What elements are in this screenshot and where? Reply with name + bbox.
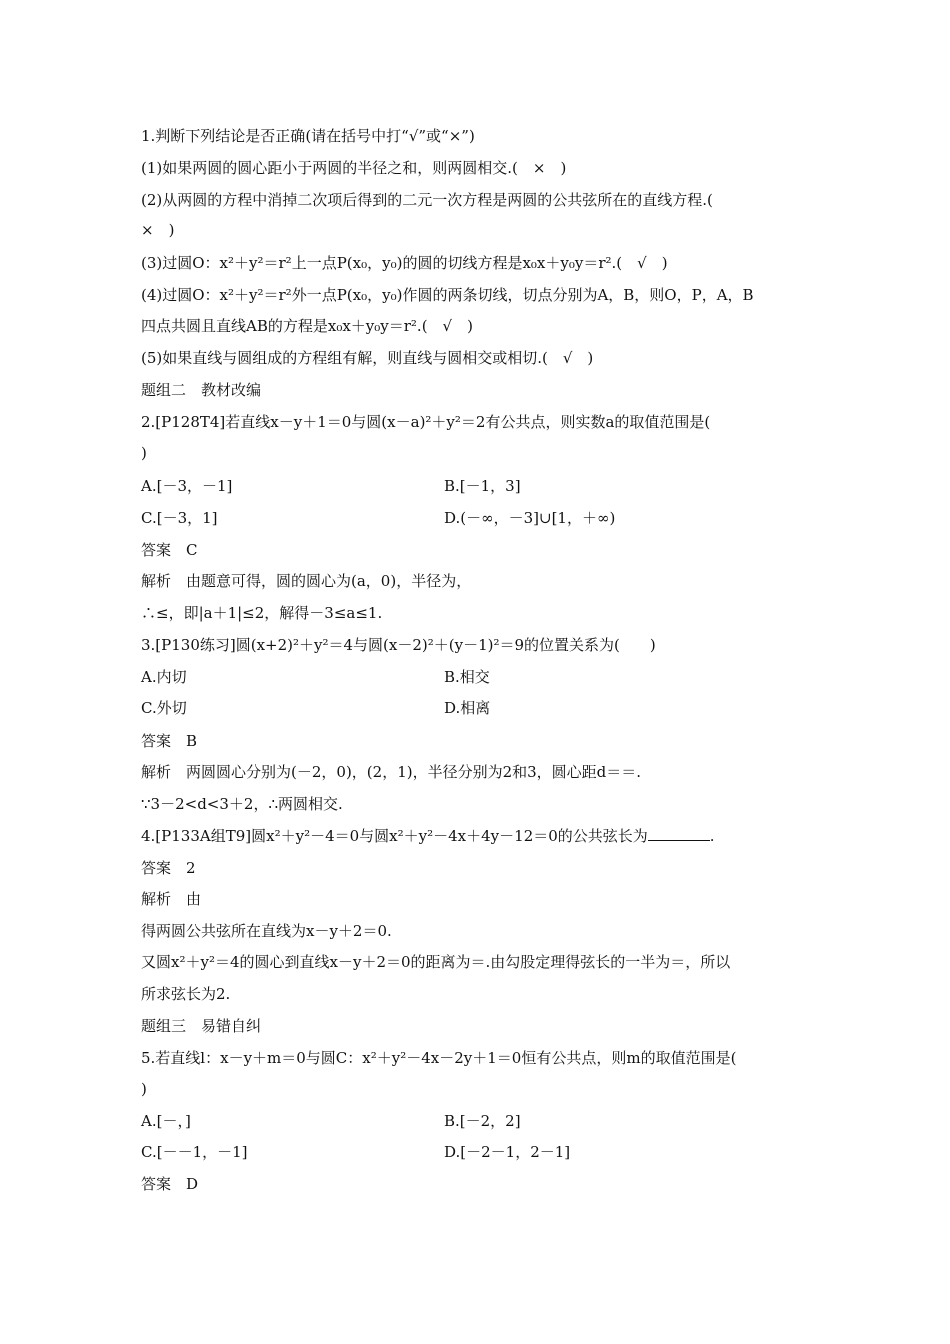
q4-solution-2: 得两圆公共弦所在直线为x－y＋2＝0. (141, 922, 392, 940)
q5-option-b: B.[－2，2] (444, 1112, 521, 1130)
group2-heading: 题组二 教材改编 (141, 381, 262, 399)
q1-title: 1.判断下列结论是否正确(请在括号中打“√”或“×”) (141, 127, 475, 145)
q4-stem (141, 826, 715, 846)
q4-solution-4: 所求弦长为2. (141, 985, 231, 1003)
q2-stem-a: 2.[P128T4]若直线x－y＋1＝0与圆(x－a)²＋y²＝2有公共点，则实数a的取值范围是( (141, 413, 711, 431)
q4-stem-end: . (709, 827, 715, 845)
q3-option-row-2 (141, 698, 491, 718)
q1-item-1: (1)如果两圆的圆心距小于两圆的半径之和，则两圆相交.( × ) (141, 159, 567, 177)
q2-option-b: B.[－1，3] (444, 477, 521, 495)
q4-solution-3: 又圆x²＋y²＝4的圆心到直线x－y＋2＝0的距离为＝.由勾股定理得弦长的一半为＝，所以 (141, 953, 731, 971)
q5-option-d: D.[－2－1，2－1] (444, 1143, 571, 1161)
q1-item-4a: (4)过圆O：x²＋y²＝r²外一点P(x₀，y₀)作圆的两条切线，切点分别为A，B，则O，P，A，B (141, 286, 754, 304)
q3-solution-1: 解析 两圆圆心分别为(－2，0)，(2，1)，半径分别为2和3，圆心距d＝＝. (141, 763, 642, 781)
q4-answer-blank (648, 826, 710, 841)
q3-solution-2: ∵3－2<d<3＋2，∴两圆相交. (141, 795, 343, 813)
q3-option-row-1 (141, 667, 490, 687)
q2-solution-2: ∴≤，即|a＋1|≤2，解得－3≤a≤1. (141, 604, 383, 622)
q4-stem-text: 4.[P133A组T9]圆x²＋y²－4＝0与圆x²＋y²－4x＋4y－12＝0的公共弦长为 (141, 827, 648, 845)
q5-stem-a: 5.若直线l：x－y＋m＝0与圆C：x²＋y²－4x－2y＋1＝0恒有公共点，则m的取值范围是( (141, 1049, 737, 1067)
q2-option-d: D.(－∞，－3]∪[1，＋∞) (444, 509, 616, 527)
q5-stem-b: ) (141, 1080, 147, 1098)
q3-answer: 答案 B (141, 732, 198, 750)
q3-option-a: A.内切 (141, 668, 187, 686)
q3-option-c: C.外切 (141, 699, 187, 717)
q1-item-5: (5)如果直线与圆组成的方程组有解，则直线与圆相交或相切.( √ ) (141, 349, 594, 367)
q2-option-c: C.[－3，1] (141, 509, 218, 527)
group3-heading: 题组三 易错自纠 (141, 1017, 262, 1035)
q2-option-row-2 (141, 508, 616, 528)
q2-answer: 答案 C (141, 541, 198, 559)
q5-answer: 答案 D (141, 1175, 199, 1193)
q3-stem: 3.[P130练习]圆(x+2)²＋y²＝4与圆(x－2)²＋(y－1)²＝9的位置关系为( ) (141, 636, 656, 654)
q4-answer: 答案 2 (141, 859, 196, 877)
q1-item-3: (3)过圆O：x²＋y²＝r²上一点P(x₀，y₀)的圆的切线方程是x₀x＋y₀y＝r².( √ ) (141, 254, 668, 272)
q3-option-d: D.相离 (444, 699, 491, 717)
q5-option-c: C.[－－1，－1] (141, 1143, 248, 1161)
q3-option-b: B.相交 (444, 668, 490, 686)
q2-solution-1: 解析 由题意可得，圆的圆心为(a，0)，半径为， (141, 572, 472, 590)
q1-item-4b: 四点共圆且直线AB的方程是x₀x＋y₀y＝r².( √ ) (141, 317, 473, 335)
q2-option-a: A.[－3，－1] (141, 477, 233, 495)
q2-stem-b: ) (141, 444, 147, 462)
q1-item-2a: (2)从两圆的方程中消掉二次项后得到的二元一次方程是两圆的公共弦所在的直线方程.( (141, 191, 713, 209)
q2-option-row-1 (141, 476, 521, 496)
q5-option-a: A.[－，] (141, 1112, 191, 1130)
q4-solution-1: 解析 由 (141, 890, 202, 908)
q5-option-row-1 (141, 1111, 521, 1131)
q5-option-row-2 (141, 1142, 571, 1162)
q1-item-2b: × ) (141, 221, 175, 239)
